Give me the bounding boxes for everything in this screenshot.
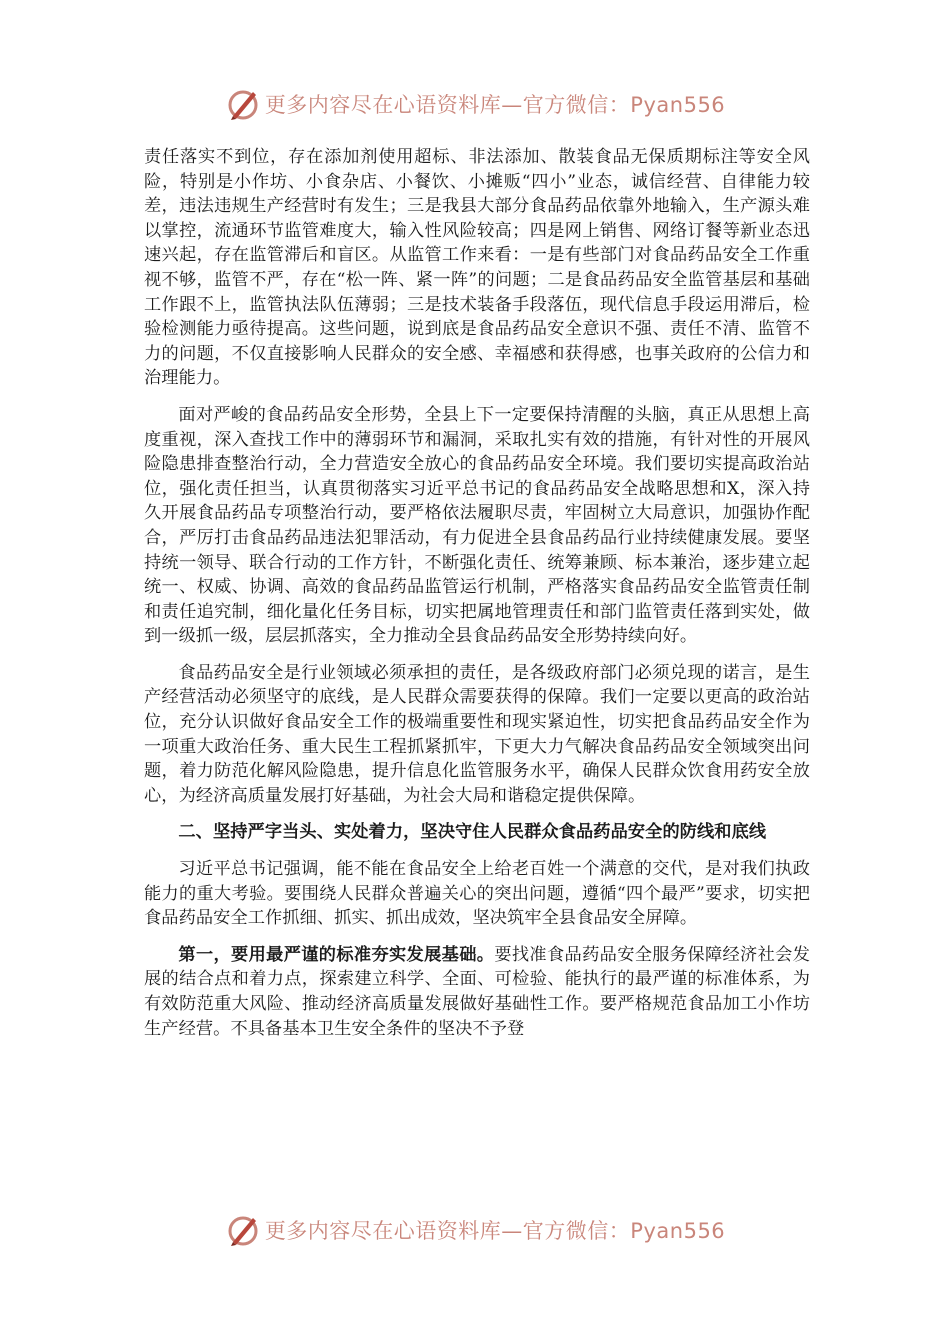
paragraph: 面对严峻的食品药品安全形势，全县上下一定要保持清醒的头脑，真正从思想上高度重视，深入查找工作中的薄弱环节和漏洞，采取扎实有效的措施，有针对性的开展风险隐患排查整治行动，全力营造安全放心的食品药品安全环境。我们要切实提高政治站位，强化责任担当，认真贯彻落实习近平总书记的食品药品安全战略思想和X，深入持久开展食品药品专项整治行动，要严格依法履职尽责，牢固树立大局意识，加强协作配合，严厉打击食品药品违法犯罪活动，有力促进全县食品药品行业持续健康发展。要坚持统一领导、联合行动的工作方针，不断强化责任、统筹兼顾、标本兼治，逐步建立起统一、权威、协调、高效的食品药品监管运行机制，严格落实食品药品安全监管责任制和责任追究制，细化量化任务目标，切实把属地管理责任和部门监管责任落到实处，做到一级抓一级，层层抓落实，全力推动全县食品药品安全形势持续向好。 (144, 404, 810, 647)
paragraph: 责任落实不到位，存在添加剂使用超标、非法添加、散装食品无保质期标注等安全风险，特别是小作坊、小食杂店、小餐饮、小摊贩“四小”业态，诚信经营、自律能力较差，违法违规生产经营时有发生；三是我县大部分食品药品依靠外地输入，生产源头难以掌控，流通环节监管难度大，输入性风险较高；四是网上销售、网络订餐等新业态迅速兴起，存在监管滞后和盲区。从监管工作来看：一是有些部门对食品药品安全工作重视不够，监管不严，存在“松一阵、紧一阵”的问题；二是食品药品安全监管基层和基础工作跟不上，监管执法队伍薄弱；三是技术装备手段落伍，现代信息手段运用滞后，检验检测能力亟待提高。这些问题，说到底是食品药品安全意识不强、责任不清、监管不力的问题，不仅直接影响人民群众的安全感、幸福感和获得感，也事关政府的公信力和治理能力。 (144, 147, 810, 389)
document-body (144, 145, 810, 1053)
paragraph: 习近平总书记强调，能不能在食品安全上给老百姓一个满意的交代，是对我们执政能力的重大考验。要围绕人民群众普遍关心的突出问题，遵循“四个最严”要求，切实把食品药品安全工作抓细、抓实、抓出成效，坚决筑牢全县食品安全屏障。 (144, 859, 810, 929)
paragraph (144, 943, 810, 1041)
paragraph: 食品药品安全是行业领域必须承担的责任，是各级政府部门必须兑现的诺言，是生产经营活动必须坚守的底线，是人民群众需要获得的保障。我们一定要以更高的政治站位，充分认识做好食品安全工作的极端重要性和现实紧迫性，切实把食品药品安全作为一项重大政治任务、重大民生工程抓紧抓牢，下更大力气解决食品药品安全领域突出问题，着力防范化解风险隐患，提升信息化监管服务水平，确保人民群众饮食用药安全放心，为经济高质量发展打好基础，为社会大局和谐稳定提供保障。 (144, 662, 810, 806)
paragraph-text: 要找准食品药品安全服务保障经济社会发展的结合点和着力点，探索建立科学、全面、可检验、能执行的最严谨的标准体系，为有效防范重大风险、推动经济高质量发展做好基础性工作。要严格规范食品加工小作坊生产经营。不具备基本卫生安全条件的坚决不予登 (144, 944, 810, 1039)
paragraph-lead: 第一，要用最严谨的标准夯实发展基础。 (178, 944, 495, 965)
footer-banner (0, 1208, 950, 1252)
banner-text: 更多内容尽在心语资料库—官方微信：Pyan556 (264, 1219, 726, 1243)
pen-circle-icon (225, 1212, 261, 1248)
header-banner (0, 82, 950, 126)
section-heading: 二、坚持严字当头、实处着力，坚决守住人民群众食品药品安全的防线和底线 (178, 822, 767, 843)
banner-text: 更多内容尽在心语资料库—官方微信：Pyan556 (264, 93, 726, 117)
pen-circle-icon (225, 86, 261, 122)
